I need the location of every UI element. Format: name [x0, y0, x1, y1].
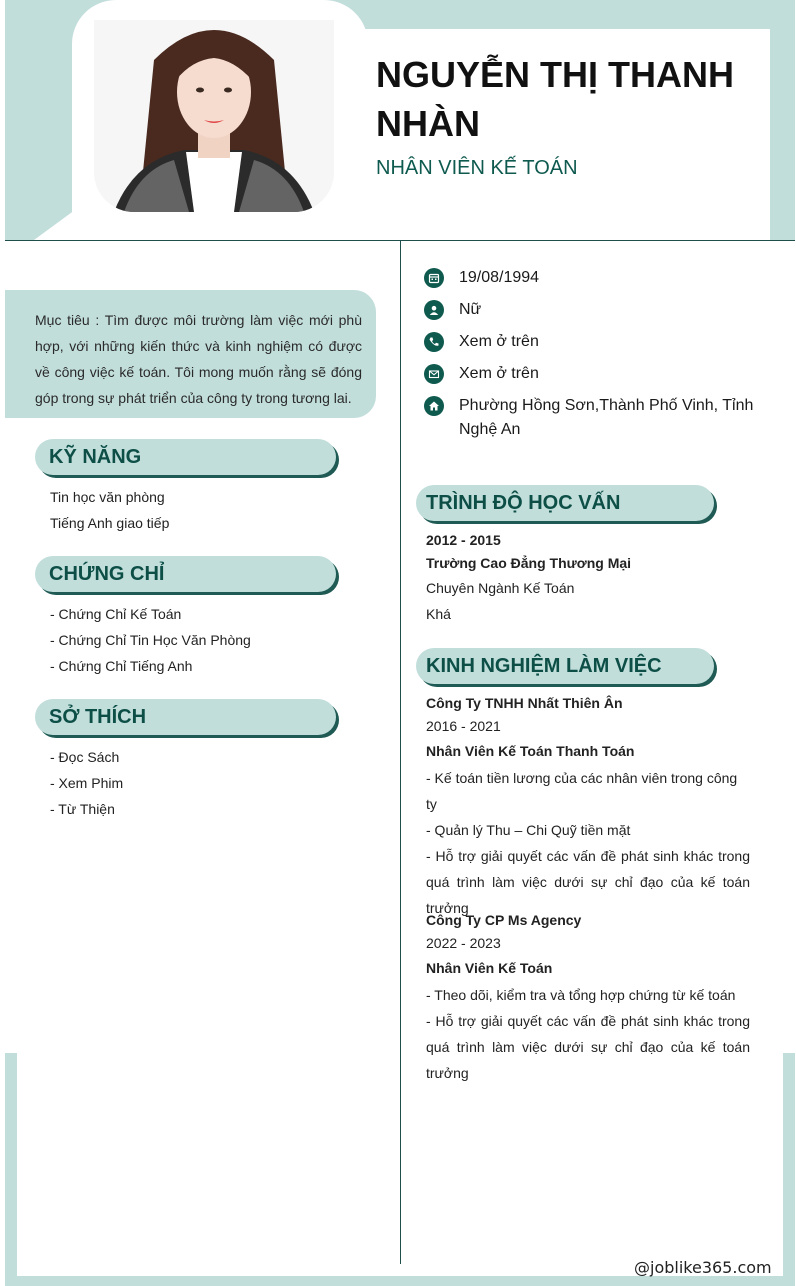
profile-photo	[94, 20, 334, 212]
footer-left-bar	[5, 1053, 17, 1286]
education-school: Trường Cao Đẳng Thương Mại	[426, 555, 632, 571]
company-name: Công Ty CP Ms Agency	[426, 912, 582, 928]
user-icon	[424, 300, 444, 320]
hobbies-heading: SỞ THÍCH	[35, 699, 336, 735]
portrait-illustration	[94, 20, 334, 212]
job-period: 2016 - 2021	[426, 718, 501, 734]
job-position: Nhân Viên Kế Toán	[426, 960, 553, 976]
objective-box: Mục tiêu : Tìm được môi trường làm việc mới phù hợp, với những kiến thức và kinh nghiệm có được về công việc kế toán. Tôi mong muốn rằng sẽ đóng góp trong sự phát triển của công ty trong tương lai.	[5, 290, 376, 418]
candidate-name: NGUYỄN THỊ THANH NHÀN	[376, 54, 734, 144]
job-duty: - Theo dõi, kiểm tra và tổng hợp chứng từ kế toán	[426, 987, 736, 1003]
hobbies-list	[50, 744, 123, 822]
experience-item	[426, 692, 750, 921]
list-item: - Chứng Chỉ Kế Toán	[50, 606, 182, 622]
vertical-divider	[400, 241, 401, 1264]
job-duty: - Quản lý Thu – Chi Quỹ tiền mặt	[426, 822, 631, 838]
email-text: Xem ở trên	[459, 365, 539, 382]
certificates-heading: CHỨNG CHỈ	[35, 556, 336, 592]
education-major: Chuyên Ngành Kế Toán	[426, 580, 575, 596]
list-item: Tiếng Anh giao tiếp	[50, 515, 170, 531]
contact-email	[424, 362, 539, 386]
skills-list	[50, 484, 169, 536]
contact-phone	[424, 330, 539, 354]
watermark: @joblike365.com	[634, 1258, 772, 1277]
list-item: - Xem Phim	[50, 775, 124, 791]
contact-gender	[424, 298, 481, 322]
list-item: - Đọc Sách	[50, 749, 120, 765]
company-name: Công Ty TNHH Nhất Thiên Ân	[426, 695, 623, 711]
footer-right-bar	[783, 1053, 795, 1286]
footer-band	[5, 1276, 795, 1286]
education-block	[426, 529, 750, 627]
gender-text: Nữ	[459, 301, 482, 318]
experience-heading: KINH NGHIỆM LÀM VIỆC	[416, 648, 714, 684]
contact-address	[424, 394, 754, 442]
skills-heading: KỸ NĂNG	[35, 439, 336, 475]
email-icon	[424, 364, 444, 384]
job-duty: - Kế toán tiền lương của các nhân viên trong công ty	[426, 770, 738, 812]
home-icon	[424, 396, 444, 416]
experience-item	[426, 909, 750, 1086]
job-position: Nhân Viên Kế Toán Thanh Toán	[426, 743, 635, 759]
job-title: NHÂN VIÊN KẾ TOÁN	[376, 157, 578, 179]
list-item: - Chứng Chỉ Tin Học Văn Phòng	[50, 632, 251, 648]
job-period: 2022 - 2023	[426, 935, 501, 951]
education-grade: Khá	[426, 606, 451, 622]
education-period: 2012 - 2015	[426, 532, 501, 548]
phone-icon	[424, 332, 444, 352]
phone-text: Xem ở trên	[459, 333, 539, 350]
education-heading: TRÌNH ĐỘ HỌC VẤN	[416, 485, 714, 521]
job-duty: - Hỗ trợ giải quyết các vấn đề phát sinh khác trong quá trình làm việc dưới sự chỉ đạo của kế toán trưởng	[426, 1013, 750, 1081]
address-text: Phường Hồng Sơn,Thành Phố Vinh, Tỉnh Nghệ An	[459, 397, 754, 438]
list-item: - Chứng Chỉ Tiếng Anh	[50, 658, 193, 674]
calendar-icon	[424, 268, 444, 288]
list-item: - Từ Thiện	[50, 801, 115, 817]
list-item: Tin học văn phòng	[50, 489, 165, 505]
contact-birthday	[424, 266, 539, 290]
birthday-text: 19/08/1994	[459, 269, 540, 286]
job-duty: - Hỗ trợ giải quyết các vấn đề phát sinh khác trong quá trình làm việc dưới sự chỉ đạo của kế toán trưởng	[426, 848, 750, 916]
certificates-list	[50, 601, 251, 679]
